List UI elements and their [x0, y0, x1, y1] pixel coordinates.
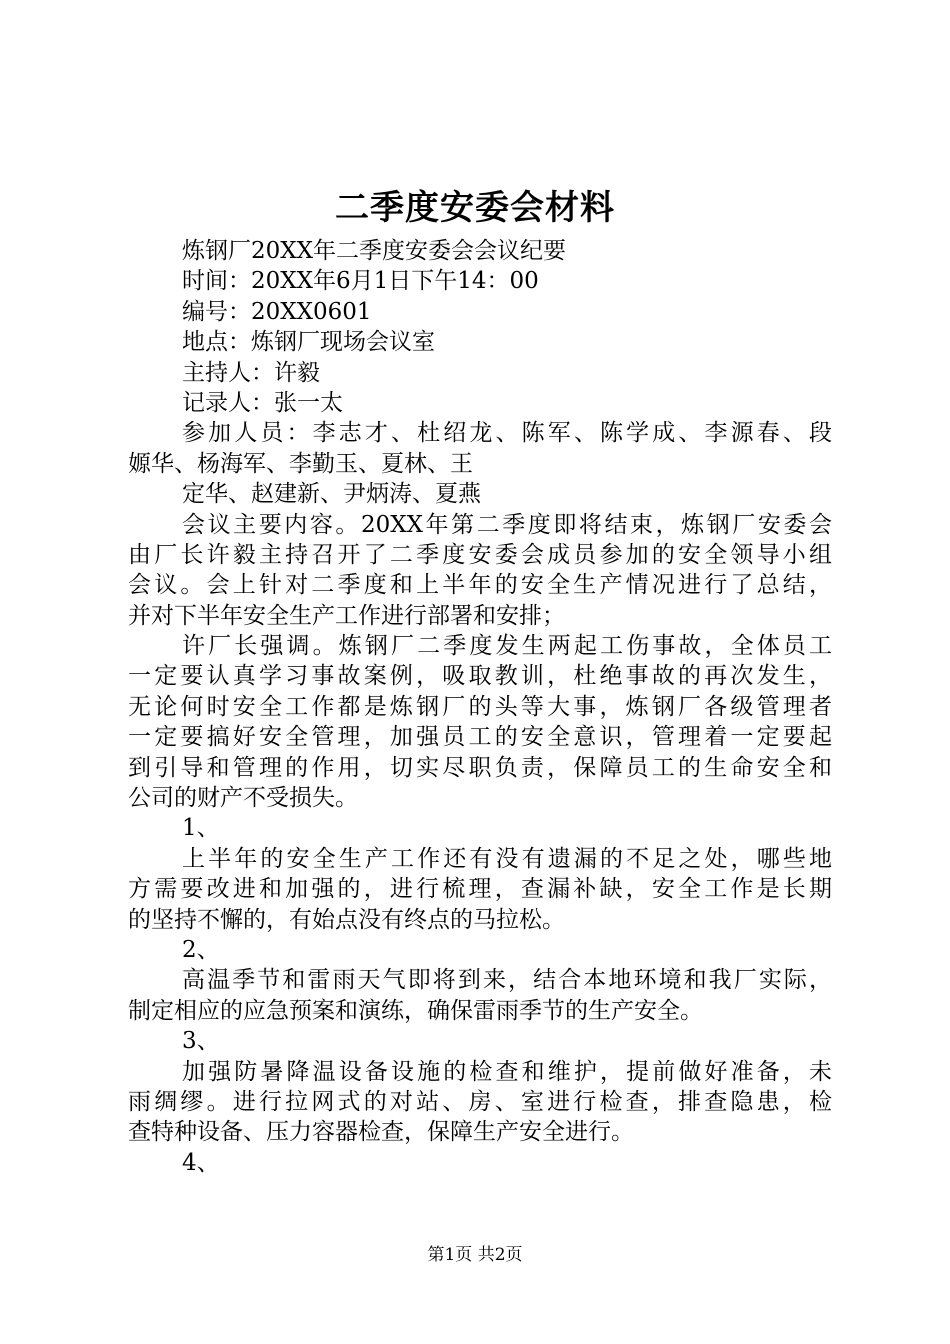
- body-line: 主持人：许毅: [182, 359, 320, 386]
- body-line: 时间：20XX年6月1日下午14：00: [182, 268, 539, 295]
- body-line: 制定相应的应急预案和演练，确保雷雨季节的生产安全。: [128, 997, 703, 1024]
- body-line: 定华、赵建新、尹炳涛、夏燕: [182, 481, 481, 508]
- body-line: 2、: [182, 936, 220, 963]
- body-line: 上半年的安全生产工作还有没有遗漏的不足之处，哪些地: [182, 845, 832, 872]
- body-line: 的坚持不懈的，有始点没有终点的马拉松。: [128, 906, 565, 933]
- body-line: 并对下半年安全生产工作进行部署和安排；: [128, 602, 565, 629]
- body-line: 无论何时安全工作都是炼钢厂的头等大事，炼钢厂各级管理者: [128, 693, 832, 720]
- body-line: 一定要认真学习事故案例，吸取教训，杜绝事故的再次发生，: [128, 663, 832, 690]
- body-line: 加强防暑降温设备设施的检查和维护，提前做好准备，未: [182, 1058, 832, 1085]
- body-line: 一定要搞好安全管理，加强员工的安全意识，管理着一定要起: [128, 724, 832, 751]
- body-line: 会议。会上针对二季度和上半年的安全生产情况进行了总结，: [128, 572, 832, 599]
- body-line: 许厂长强调。炼钢厂二季度发生两起工伤事故，全体员工: [182, 633, 832, 660]
- body-line: 由厂长许毅主持召开了二季度安委会成员参加的安全领导小组: [128, 541, 832, 568]
- body-line: 公司的财产不受损失。: [128, 785, 358, 812]
- body-line: 嫄华、杨海军、李勤玉、夏林、王: [128, 450, 473, 477]
- body-line: 炼钢厂20XX年二季度安委会会议纪要: [182, 238, 567, 264]
- page-footer: 第1页 共2页: [427, 1245, 523, 1265]
- body-line: 方需要改进和加强的，进行梳理，查漏补缺，安全工作是长期: [128, 876, 832, 903]
- body-line: 会议主要内容。20XX年第二季度即将结束，炼钢厂安委会: [182, 511, 832, 538]
- body-line: 到引导和管理的作用，切实尽职负责，保障员工的生命安全和: [128, 754, 832, 781]
- body-line: 查特种设备、压力容器检查，保障生产安全进行。: [128, 1119, 634, 1146]
- document-title: 二季度安委会材料: [335, 188, 615, 228]
- body-line: 1、: [182, 815, 220, 842]
- body-line: 记录人：张一太: [182, 389, 343, 416]
- body-line: 高温季节和雷雨天气即将到来，结合本地环境和我厂实际，: [182, 967, 832, 994]
- body-line: 3、: [182, 1028, 220, 1055]
- body-line: 参加人员：李志才、杜绍龙、陈军、陈学成、李源春、段: [182, 420, 832, 447]
- body-line: 编号：20XX0601: [182, 298, 372, 325]
- body-line: 雨绸缪。进行拉网式的对站、房、室进行检查，排查隐患，检: [128, 1088, 832, 1115]
- document-body: [128, 236, 832, 1178]
- body-line: 4、: [182, 1149, 220, 1176]
- body-line: 地点：炼钢厂现场会议室: [182, 329, 435, 356]
